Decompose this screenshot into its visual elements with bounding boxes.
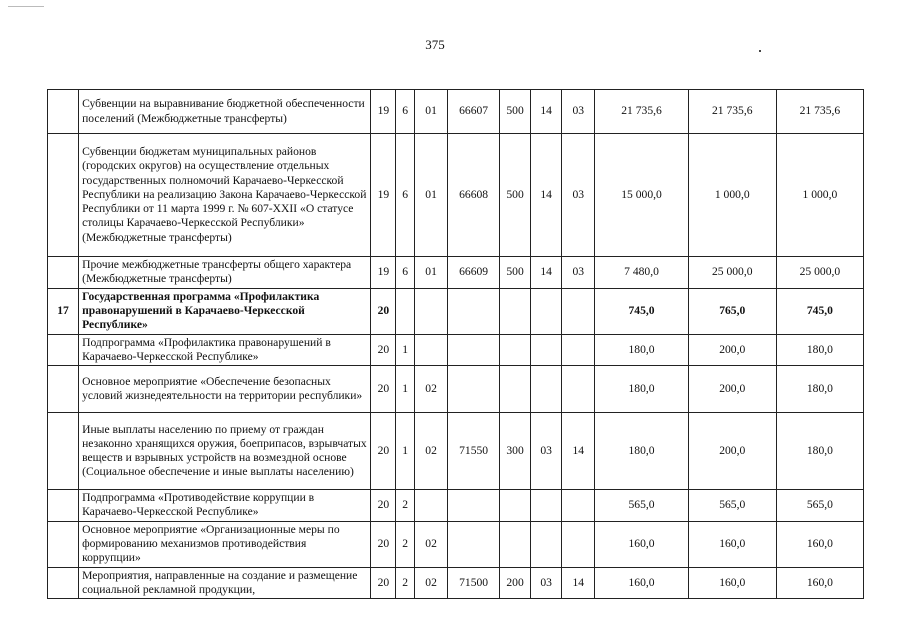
code-2: 2 xyxy=(396,490,415,522)
code-7: 14 xyxy=(562,413,595,490)
code-2: 2 xyxy=(396,567,415,599)
code-3: 02 xyxy=(415,413,448,490)
amount-3: 745,0 xyxy=(776,288,863,334)
code-3: 01 xyxy=(415,257,448,289)
code-7 xyxy=(562,288,595,334)
amount-1: 15 000,0 xyxy=(595,134,688,257)
code-4 xyxy=(448,288,500,334)
table-row xyxy=(48,288,864,334)
code-1: 20 xyxy=(371,334,396,366)
amount-3: 180,0 xyxy=(776,334,863,366)
code-4: 71550 xyxy=(448,413,500,490)
amount-1: 565,0 xyxy=(595,490,688,522)
code-1: 20 xyxy=(371,288,396,334)
table-row xyxy=(48,366,864,413)
code-5: 500 xyxy=(500,90,531,134)
code-5: 500 xyxy=(500,257,531,289)
code-1: 20 xyxy=(371,490,396,522)
table-body xyxy=(48,90,864,599)
code-3 xyxy=(415,490,448,522)
amount-3: 25 000,0 xyxy=(776,257,863,289)
row-name: Иные выплаты населению по приему от граждан незаконно хранящихся оружия, боеприпасов, взрывчатых веществ и взрывных устройств на возмездной основе (Социальное обеспечение и иные выплаты населению) xyxy=(79,413,371,490)
amount-1: 160,0 xyxy=(595,521,688,567)
code-3: 01 xyxy=(415,134,448,257)
page-number: 375 xyxy=(425,37,445,52)
code-6: 14 xyxy=(531,257,562,289)
amount-3: 565,0 xyxy=(776,490,863,522)
row-name: Субвенции на выравнивание бюджетной обеспеченности поселений (Межбюджетные трансферты) xyxy=(79,90,371,134)
table-row xyxy=(48,413,864,490)
code-4 xyxy=(448,490,500,522)
code-7 xyxy=(562,521,595,567)
amount-2: 200,0 xyxy=(688,334,776,366)
code-2: 1 xyxy=(396,413,415,490)
row-name: Подпрограмма «Противодействие коррупции в Карачаево-Черкесской Республике» xyxy=(79,490,371,522)
code-6 xyxy=(531,521,562,567)
budget-table xyxy=(47,89,864,599)
table-row xyxy=(48,567,864,599)
code-2: 1 xyxy=(396,334,415,366)
code-5: 200 xyxy=(500,567,531,599)
table-row xyxy=(48,521,864,567)
code-7: 03 xyxy=(562,257,595,289)
code-1: 20 xyxy=(371,521,396,567)
code-4: 66608 xyxy=(448,134,500,257)
amount-3: 21 735,6 xyxy=(776,90,863,134)
table-row xyxy=(48,90,864,134)
code-3: 02 xyxy=(415,567,448,599)
row-number xyxy=(48,134,79,257)
code-5 xyxy=(500,288,531,334)
row-number xyxy=(48,490,79,522)
code-2: 6 xyxy=(396,257,415,289)
amount-2: 565,0 xyxy=(688,490,776,522)
code-2 xyxy=(396,288,415,334)
amount-1: 21 735,6 xyxy=(595,90,688,134)
table-row xyxy=(48,134,864,257)
row-name: Подпрограмма «Профилактика правонарушений в Карачаево-Черкесской Республике» xyxy=(79,334,371,366)
amount-1: 180,0 xyxy=(595,366,688,413)
code-5 xyxy=(500,366,531,413)
amount-2: 765,0 xyxy=(688,288,776,334)
amount-2: 160,0 xyxy=(688,567,776,599)
amount-1: 160,0 xyxy=(595,567,688,599)
table-row xyxy=(48,334,864,366)
code-5: 300 xyxy=(500,413,531,490)
code-2: 6 xyxy=(396,134,415,257)
amount-2: 25 000,0 xyxy=(688,257,776,289)
code-3: 02 xyxy=(415,521,448,567)
code-2: 2 xyxy=(396,521,415,567)
amount-3: 160,0 xyxy=(776,567,863,599)
row-name: Субвенции бюджетам муниципальных районов (городских округов) на осуществление отдельных государственных полномочий Карачаево-Черкесской Республики на реализацию Закона Карачаево-Черкесской Республики от 11 марта 1999 г. № 607-XXII «О статусе столицы Карачаево-Черкесской Республики» (Межбюджетные трансферты) xyxy=(79,134,371,257)
row-number xyxy=(48,90,79,134)
code-3: 02 xyxy=(415,366,448,413)
amount-2: 1 000,0 xyxy=(688,134,776,257)
code-7 xyxy=(562,490,595,522)
row-name: Мероприятия, направленные на создание и размещение социальной рекламной продукции, xyxy=(79,567,371,599)
scan-mark xyxy=(8,6,44,7)
code-5 xyxy=(500,490,531,522)
amount-1: 7 480,0 xyxy=(595,257,688,289)
row-name: Прочие межбюджетные трансферты общего характера (Межбюджетные трансферты) xyxy=(79,257,371,289)
code-1: 19 xyxy=(371,257,396,289)
code-7: 14 xyxy=(562,567,595,599)
code-6: 14 xyxy=(531,134,562,257)
code-1: 20 xyxy=(371,413,396,490)
table-row xyxy=(48,490,864,522)
row-number: 17 xyxy=(48,288,79,334)
row-name: Основное мероприятие «Организационные меры по формированию механизмов противодействия коррупции» xyxy=(79,521,371,567)
amount-1: 745,0 xyxy=(595,288,688,334)
row-number xyxy=(48,334,79,366)
table-row xyxy=(48,257,864,289)
amount-3: 160,0 xyxy=(776,521,863,567)
code-5: 500 xyxy=(500,134,531,257)
row-name: Основное мероприятие «Обеспечение безопасных условий жизнедеятельности на территории республики» xyxy=(79,366,371,413)
row-number xyxy=(48,366,79,413)
amount-3: 1 000,0 xyxy=(776,134,863,257)
code-7 xyxy=(562,366,595,413)
amount-2: 160,0 xyxy=(688,521,776,567)
code-6 xyxy=(531,490,562,522)
code-5 xyxy=(500,334,531,366)
code-6: 03 xyxy=(531,567,562,599)
scan-dot xyxy=(759,50,761,52)
amount-1: 180,0 xyxy=(595,334,688,366)
code-4: 66607 xyxy=(448,90,500,134)
code-6 xyxy=(531,334,562,366)
amount-2: 200,0 xyxy=(688,413,776,490)
code-4: 71500 xyxy=(448,567,500,599)
code-4 xyxy=(448,334,500,366)
code-6 xyxy=(531,366,562,413)
code-4 xyxy=(448,366,500,413)
amount-2: 21 735,6 xyxy=(688,90,776,134)
code-2: 1 xyxy=(396,366,415,413)
code-1: 19 xyxy=(371,90,396,134)
code-3: 01 xyxy=(415,90,448,134)
code-1: 19 xyxy=(371,134,396,257)
code-7 xyxy=(562,334,595,366)
code-4 xyxy=(448,521,500,567)
amount-2: 200,0 xyxy=(688,366,776,413)
code-6: 14 xyxy=(531,90,562,134)
code-1: 20 xyxy=(371,366,396,413)
amount-1: 180,0 xyxy=(595,413,688,490)
row-name: Государственная программа «Профилактика правонарушений в Карачаево-Черкесской Республике» xyxy=(79,288,371,334)
code-1: 20 xyxy=(371,567,396,599)
code-4: 66609 xyxy=(448,257,500,289)
row-number xyxy=(48,257,79,289)
code-2: 6 xyxy=(396,90,415,134)
row-number xyxy=(48,413,79,490)
code-6: 03 xyxy=(531,413,562,490)
row-number xyxy=(48,567,79,599)
code-6 xyxy=(531,288,562,334)
code-7: 03 xyxy=(562,134,595,257)
code-3 xyxy=(415,288,448,334)
code-7: 03 xyxy=(562,90,595,134)
code-5 xyxy=(500,521,531,567)
amount-3: 180,0 xyxy=(776,413,863,490)
row-number xyxy=(48,521,79,567)
code-3 xyxy=(415,334,448,366)
amount-3: 180,0 xyxy=(776,366,863,413)
